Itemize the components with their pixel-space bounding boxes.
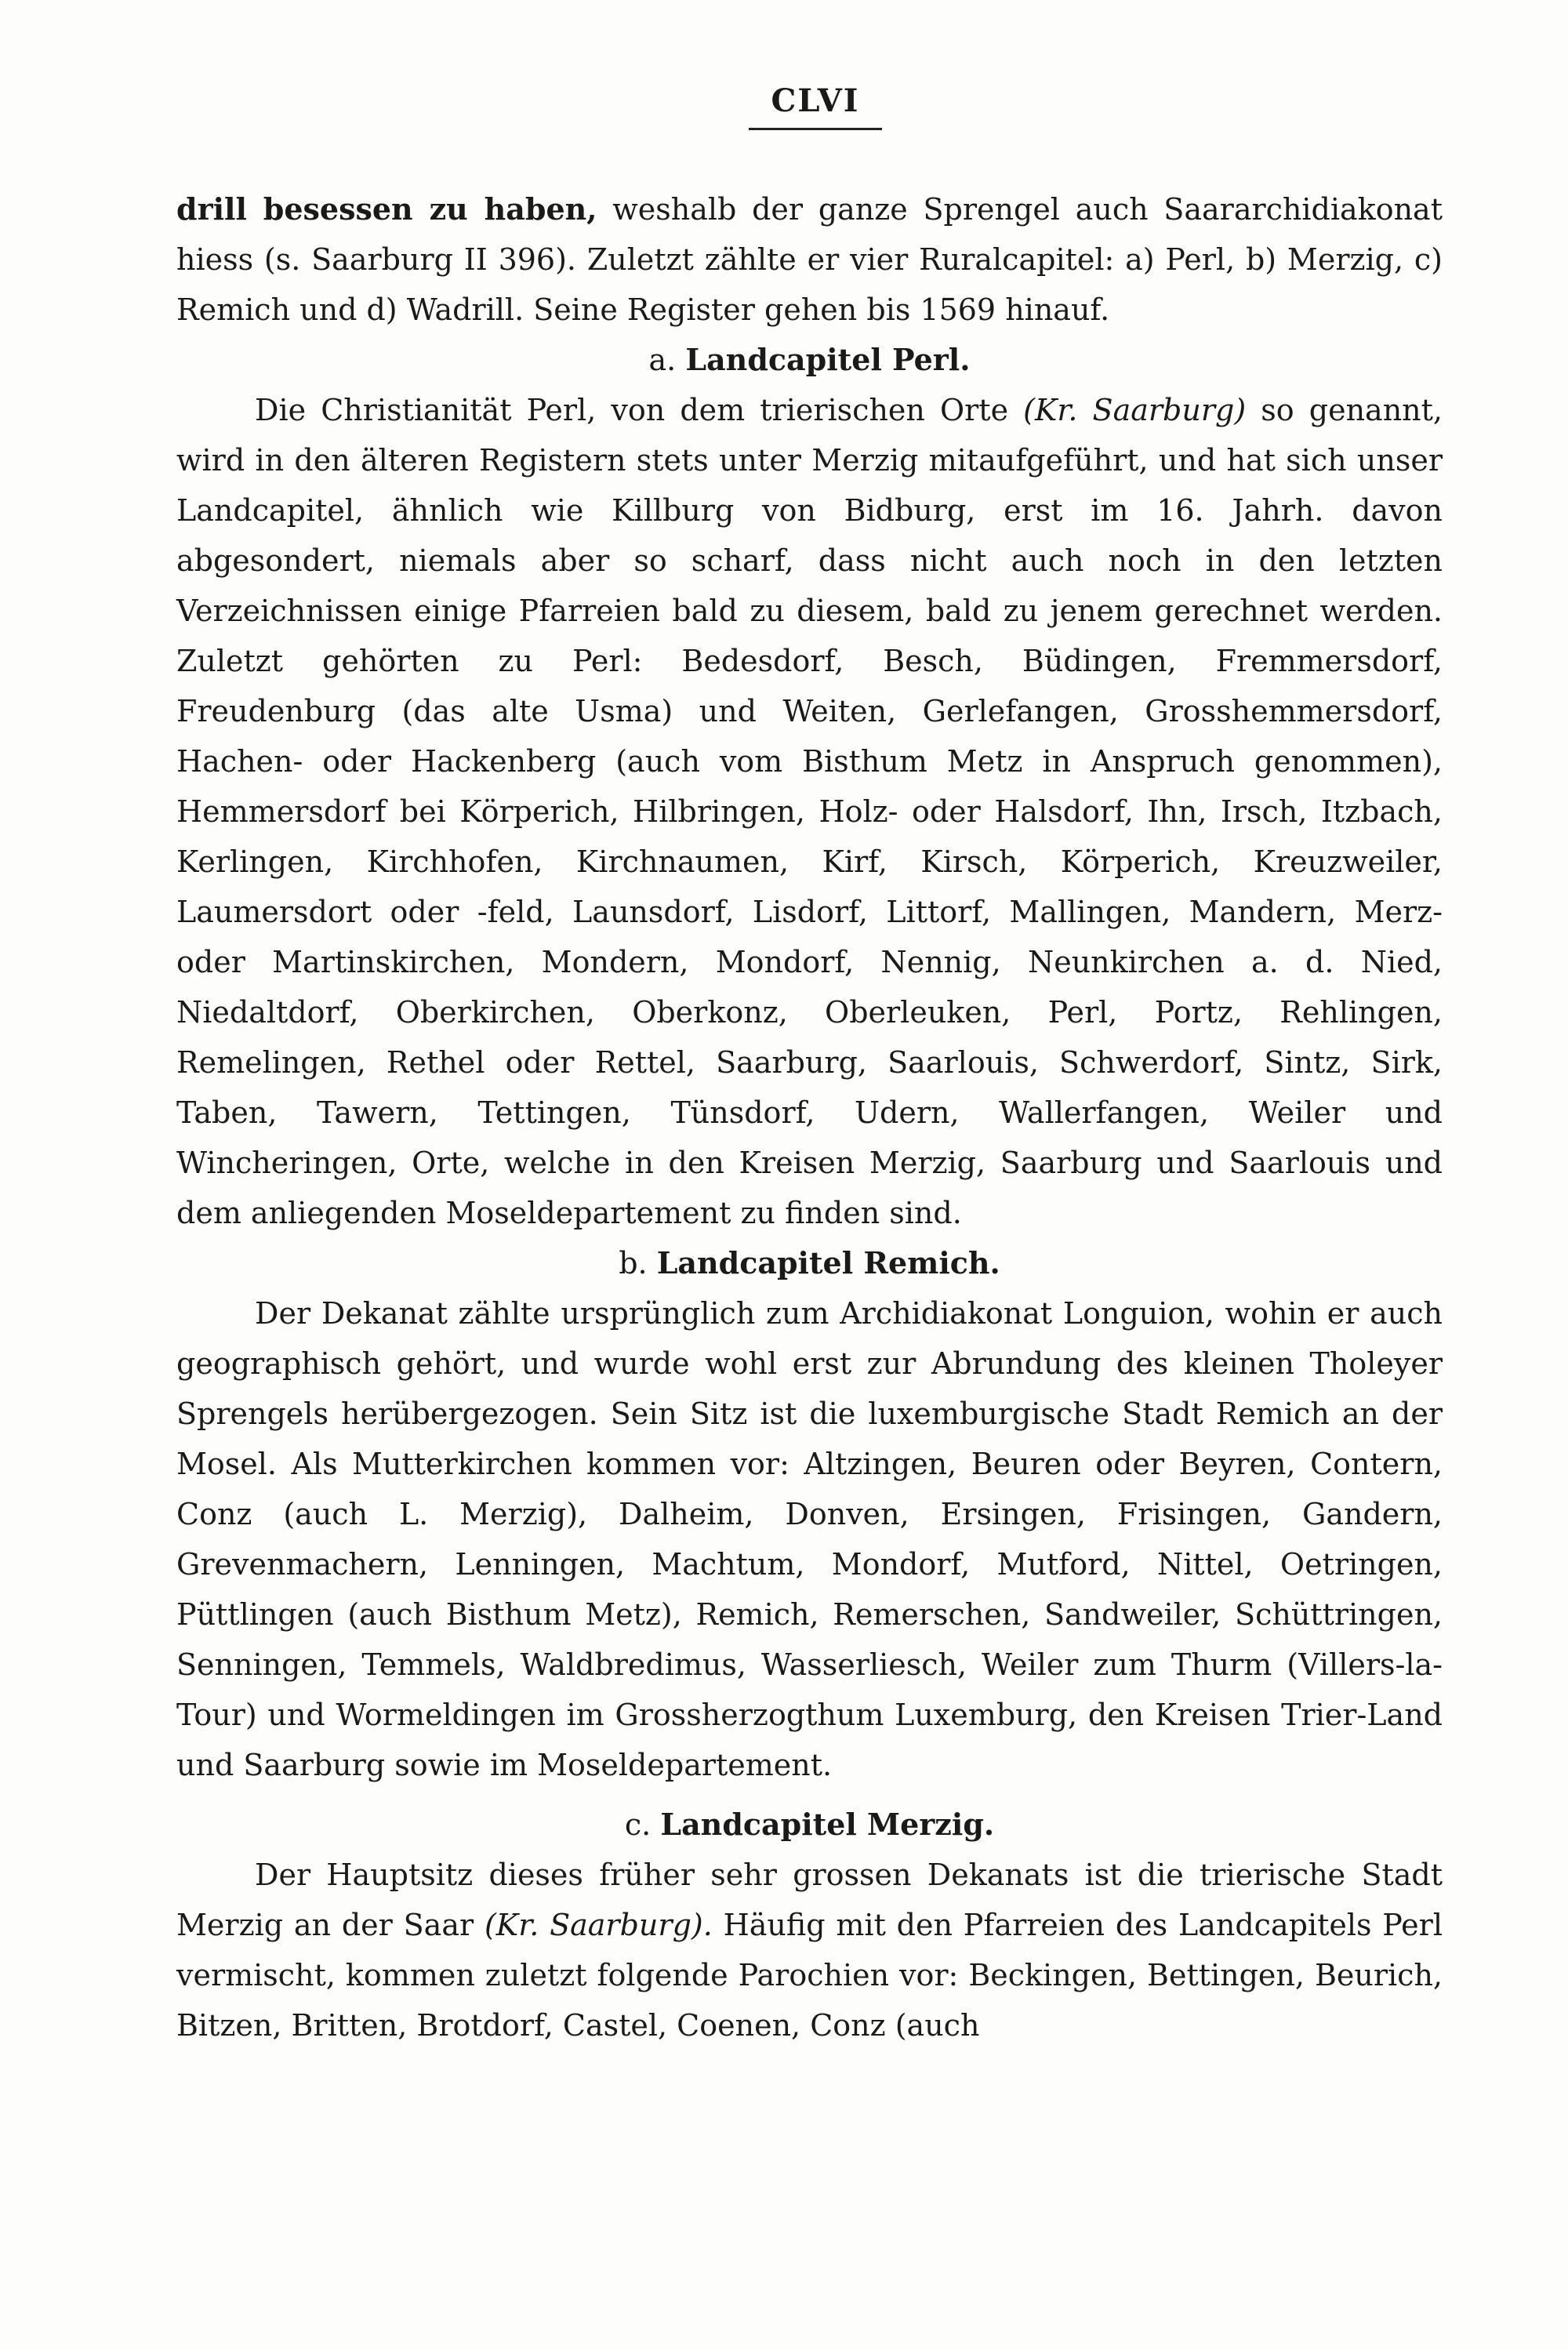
page-number: CLVI xyxy=(771,82,860,119)
section-c-label: c. xyxy=(624,1807,652,1842)
section-c-title: Landcapitel Merzig. xyxy=(660,1807,995,1842)
section-b-paragraph: Der Dekanat zählte ursprünglich zum Archidiakonat Longuion, wohin er auch geographisch gehört, und wurde wohl erst zur Abrundung des kleinen Tholeyer Sprengels herübergezogen. Sein Sitz ist die luxemburgische Stadt Remich an der Mosel. Als Mutterkirchen kommen vor: Altzingen, Beuren oder Beyren, Contern, Conz (auch L. Merzig), Dalheim, Donven, Ersingen, Frisingen, Gandern, Grevenmachern, Lenningen, Machtum, Mondorf, Mutford, Nittel, Oetringen, Püttlingen (auch Bisthum Metz), Remich, Remerschen, Sandweiler, Schüttringen, Senningen, Temmels, Waldbredimus, Wasserliesch, Weiler zum Thurm (Villers-la-Tour) und Wormeldingen im Grossherzogthum Luxemburg, den Kreisen Trier-Land und Saarburg sowie im Moseldepartement. xyxy=(176,1296,1443,1782)
page-number-rule xyxy=(749,128,882,130)
intro-paragraph xyxy=(176,184,1443,335)
intro-bold-start: drill besessen zu haben, xyxy=(176,191,597,227)
body-text xyxy=(176,184,1443,2050)
section-a-title: Landcapitel Perl. xyxy=(685,342,971,377)
section-a-italic: (Kr. Saarburg) xyxy=(1023,393,1247,427)
section-c-italic: (Kr. Saarburg). xyxy=(484,1908,713,1942)
intro-text: weshalb der ganze Sprengel auch Saararchidiakonat hiess (s. Saarburg II 396). Zuletzt zählte er vier Ruralcapitel: a) Perl, b) Merzig, c) Remich und d) Wadrill. Seine Register gehen bis 1569 hinauf. xyxy=(176,192,1443,327)
section-b-heading xyxy=(176,1238,1443,1288)
section-a-text-1: Die Christianität Perl, von dem trierischen Orte xyxy=(255,393,1024,427)
section-b-title: Landcapitel Remich. xyxy=(656,1245,1000,1280)
section-a-text-2: so genannt, wird in den älteren Registern stets unter Merzig mitaufgeführt, und hat sich unser Landcapitel, ähnlich wie Killburg von Bidburg, erst im 16. Jahrh. davon abgesondert, niemals aber so scharf, dass nicht auch noch in den letzten Verzeichnissen einige Pfarreien bald zu diesem, bald zu jenem gerechnet werden. Zuletzt gehörten zu Perl: Bedesdorf, Besch, Büdingen, Fremmersdorf, Freudenburg (das alte Usma) und Weiten, Gerlefangen, Grosshemmersdorf, Hachen- oder Hackenberg (auch vom Bisthum Metz in Anspruch genommen), Hemmersdorf bei Körperich, Hilbringen, Holz- oder Halsdorf, Ihn, Irsch, Itzbach, Kerlingen, Kirchhofen, Kirchnaumen, Kirf, Kirsch, Körperich, Kreuzweiler, Laumersdort oder -feld, Launsdorf, Lisdorf, Littorf, Mallingen, Mandern, Merz- oder Martinskirchen, Mondern, Mondorf, Nennig, Neunkirchen a. d. Nied, Niedaltdorf, Oberkirchen, Oberkonz, Oberleuken, Perl, Portz, Rehlingen, Remelingen, Rethel oder Rettel, Saarburg, Saarlouis, Schwerdorf, Sintz, Sirk, Taben, Tawern, Tettingen, Tünsdorf, Udern, Wallerfangen, Weiler und Wincheringen, Orte, welche in den Kreisen Merzig, Saarburg und Saarlouis und dem anliegenden Moseldepartement zu finden sind. xyxy=(176,393,1443,1230)
section-a-heading xyxy=(176,335,1443,385)
section-a-paragraph xyxy=(176,385,1443,1238)
section-c-text-1: Der Hauptsitz dieses früher sehr grossen Dekanats ist die trierische Stadt Merzig an der Saar xyxy=(176,1858,1443,1942)
section-c-text-2: Häufig mit den Pfarreien des Landcapitels Perl vermischt, kommen zuletzt folgende Parochien vor: Beckingen, Bettingen, Beurich, Bitzen, Britten, Brotdorf, Castel, Coenen, Conz (auch xyxy=(176,1908,1443,2043)
section-b-label: b. xyxy=(619,1246,648,1280)
section-c-paragraph xyxy=(176,1850,1443,2050)
section-a-label: a. xyxy=(648,343,677,377)
section-c-heading xyxy=(176,1800,1443,1850)
